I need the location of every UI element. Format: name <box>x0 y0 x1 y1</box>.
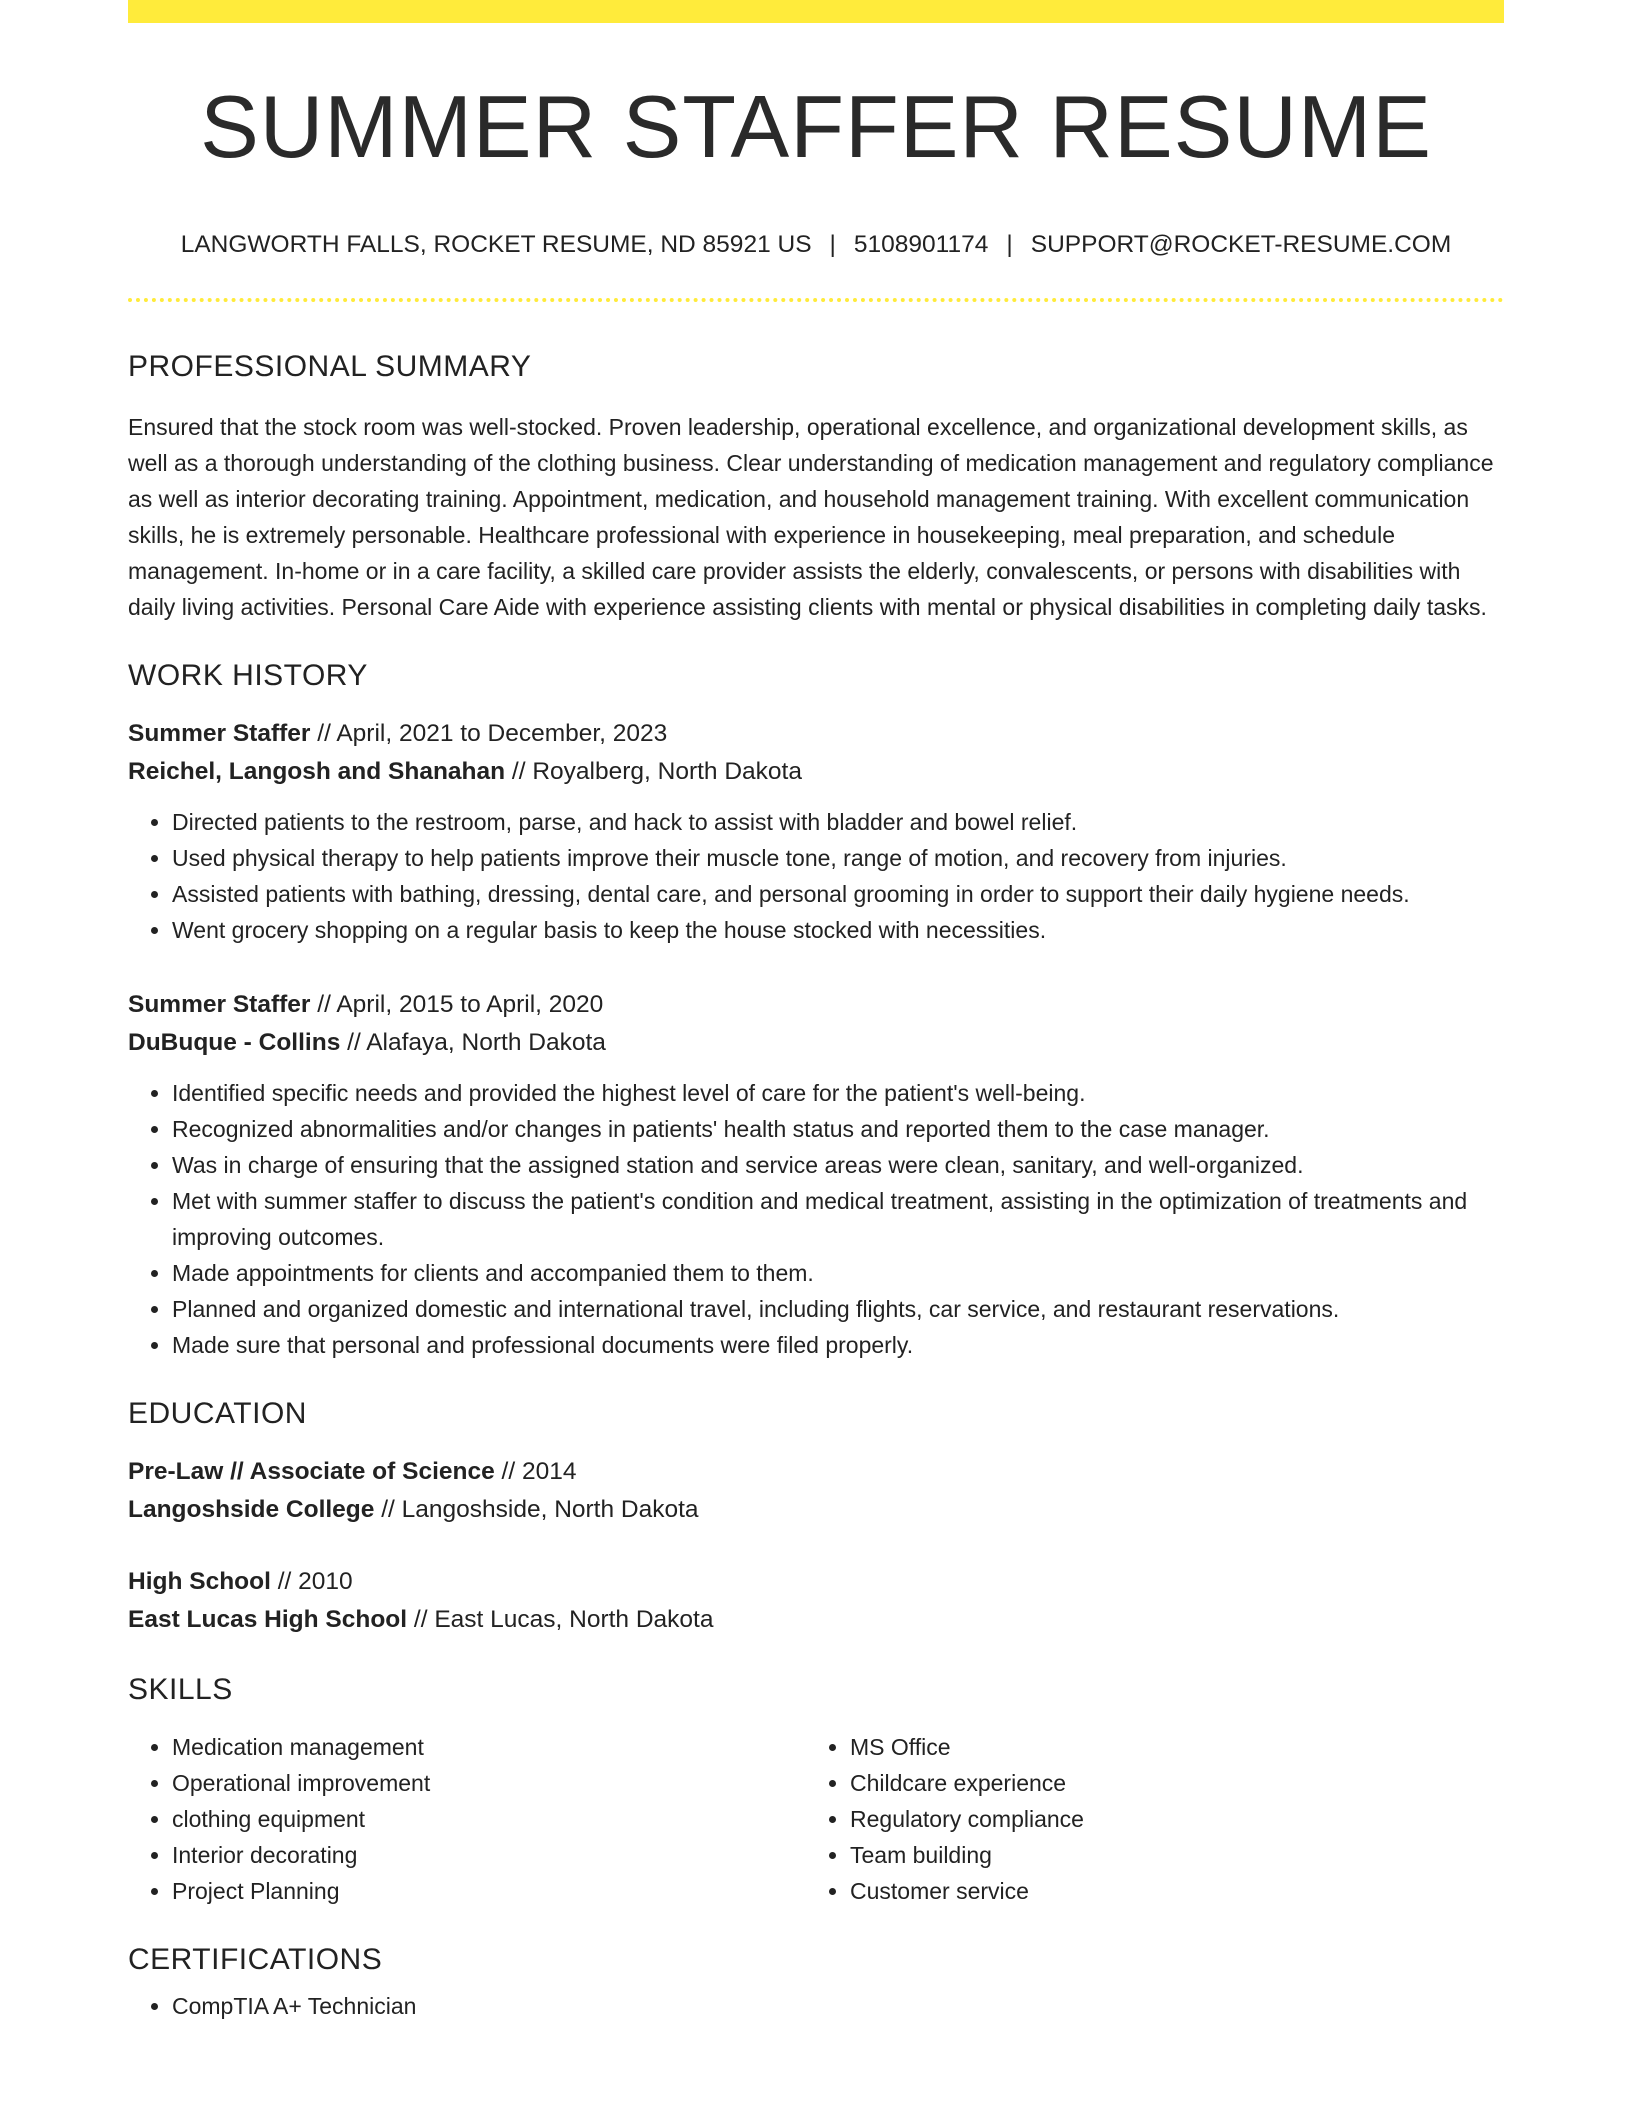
skills-list-right <box>806 1729 1484 1909</box>
education-school: Langoshside College <box>128 1495 375 1523</box>
list-item: • Made sure that personal and professional documents were filed properly. <box>172 1327 1504 1363</box>
certifications-list <box>128 1988 1504 2024</box>
contact-separator: | <box>1006 231 1013 258</box>
job-role: Summer Staffer <box>128 719 311 747</box>
job-company: DuBuque - Collins <box>128 1028 341 1056</box>
list-item: • Assisted patients with bathing, dressing, dental care, and personal grooming in order to support their daily hygiene needs. <box>172 876 1504 912</box>
contact-line <box>128 233 1504 258</box>
education-school-line <box>128 1491 1504 1529</box>
job-company-line <box>128 1024 1504 1062</box>
education-school: East Lucas High School <box>128 1605 408 1633</box>
education-year: // 2010 <box>270 1567 353 1595</box>
contact-separator: | <box>829 231 836 258</box>
resume-page <box>128 0 1504 2024</box>
summary-text: Ensured that the stock room was well-stocked. Proven leadership, operational excellence, and organizational development skills, as well as a thorough understanding of the clothing business. Clear understanding of medication management and regulatory compliance as well as interior decorating training. Appointment, medication, and household management training. With excellent communication skills, he is extremely personable. Healthcare professional with experience in housekeeping, meal preparation, and schedule management. In-home or in a care facility, a skilled care provider assists the elderly, convalescents, or persons with disabilities with daily living activities. Personal Care Aide with experience assisting clients with mental or physical disabilities in completing daily tasks. <box>128 413 1494 620</box>
header-divider <box>128 298 1504 302</box>
job-location: // Alafaya, North Dakota <box>340 1028 606 1056</box>
skill-item: • MS Office <box>850 1729 1484 1765</box>
education-year: // 2014 <box>494 1457 577 1485</box>
contact-email: SUPPORT@ROCKET-RESUME.COM <box>1030 231 1452 258</box>
list-item: • Used physical therapy to help patients improve their muscle tone, range of motion, and recovery from injuries. <box>172 840 1504 876</box>
skill-item: • Childcare experience <box>850 1765 1484 1801</box>
education-heading: EDUCATION <box>128 1396 307 1430</box>
skills-list-left <box>128 1729 806 1909</box>
skill-item: • Team building <box>850 1837 1484 1873</box>
education-degree: Pre-Law // Associate of Science <box>128 1457 495 1485</box>
certifications-heading: CERTIFICATIONS <box>128 1942 383 1976</box>
education-location: // Langoshside, North Dakota <box>374 1495 699 1523</box>
job-company-line <box>128 753 1504 791</box>
education-entry <box>128 1563 1504 1639</box>
job-entry <box>128 986 1504 1363</box>
skill-item: • Project Planning <box>172 1873 806 1909</box>
job-location: // Royalberg, North Dakota <box>505 757 802 785</box>
list-item: • Made appointments for clients and accompanied them to them. <box>172 1255 1504 1291</box>
job-duties-list <box>128 804 1504 948</box>
list-item: • Planned and organized domestic and international travel, including flights, car service, and restaurant reservations. <box>172 1291 1504 1327</box>
top-accent-bar <box>128 0 1504 23</box>
education-degree-line <box>128 1453 1504 1491</box>
contact-phone: 5108901174 <box>853 231 989 258</box>
job-duties-list <box>128 1075 1504 1363</box>
skill-item: • Operational improvement <box>172 1765 806 1801</box>
job-role: Summer Staffer <box>128 990 311 1018</box>
resume-name: SUMMER STAFFER RESUME <box>200 77 1432 176</box>
contact-address: LANGWORTH FALLS, ROCKET RESUME, ND 85921 US <box>180 231 812 258</box>
job-title-line <box>128 986 1504 1024</box>
skill-item: • clothing equipment <box>172 1801 806 1837</box>
education-school-line <box>128 1601 1504 1639</box>
skill-item: • Regulatory compliance <box>850 1801 1484 1837</box>
job-title-line <box>128 715 1504 753</box>
skills-columns <box>128 1729 1504 1909</box>
list-item: • Directed patients to the restroom, parse, and hack to assist with bladder and bowel relief. <box>172 804 1504 840</box>
education-degree: High School <box>128 1567 271 1595</box>
certification-item: • CompTIA A+ Technician <box>172 1988 1504 2024</box>
list-item: • Was in charge of ensuring that the assigned station and service areas were clean, sanitary, and well-organized. <box>172 1147 1504 1183</box>
education-entry <box>128 1453 1504 1529</box>
work-history-heading: WORK HISTORY <box>128 658 368 692</box>
skill-item: • Customer service <box>850 1873 1484 1909</box>
job-entry <box>128 715 1504 948</box>
list-item: • Went grocery shopping on a regular basis to keep the house stocked with necessities. <box>172 912 1504 948</box>
summary-heading: PROFESSIONAL SUMMARY <box>128 349 532 383</box>
list-item: • Recognized abnormalities and/or changes in patients' health status and reported them to the case manager. <box>172 1111 1504 1147</box>
job-dates: // April, 2021 to December, 2023 <box>310 719 668 747</box>
education-degree-line <box>128 1563 1504 1601</box>
education-location: // East Lucas, North Dakota <box>407 1605 714 1633</box>
list-item: • Met with summer staffer to discuss the patient's condition and medical treatment, assisting in the optimization of treatments and improving outcomes. <box>172 1183 1504 1255</box>
skill-item: • Interior decorating <box>172 1837 806 1873</box>
job-company: Reichel, Langosh and Shanahan <box>128 757 506 785</box>
job-dates: // April, 2015 to April, 2020 <box>310 990 604 1018</box>
list-item: • Identified specific needs and provided the highest level of care for the patient's well-being. <box>172 1075 1504 1111</box>
skills-heading: SKILLS <box>128 1672 233 1706</box>
skill-item: • Medication management <box>172 1729 806 1765</box>
